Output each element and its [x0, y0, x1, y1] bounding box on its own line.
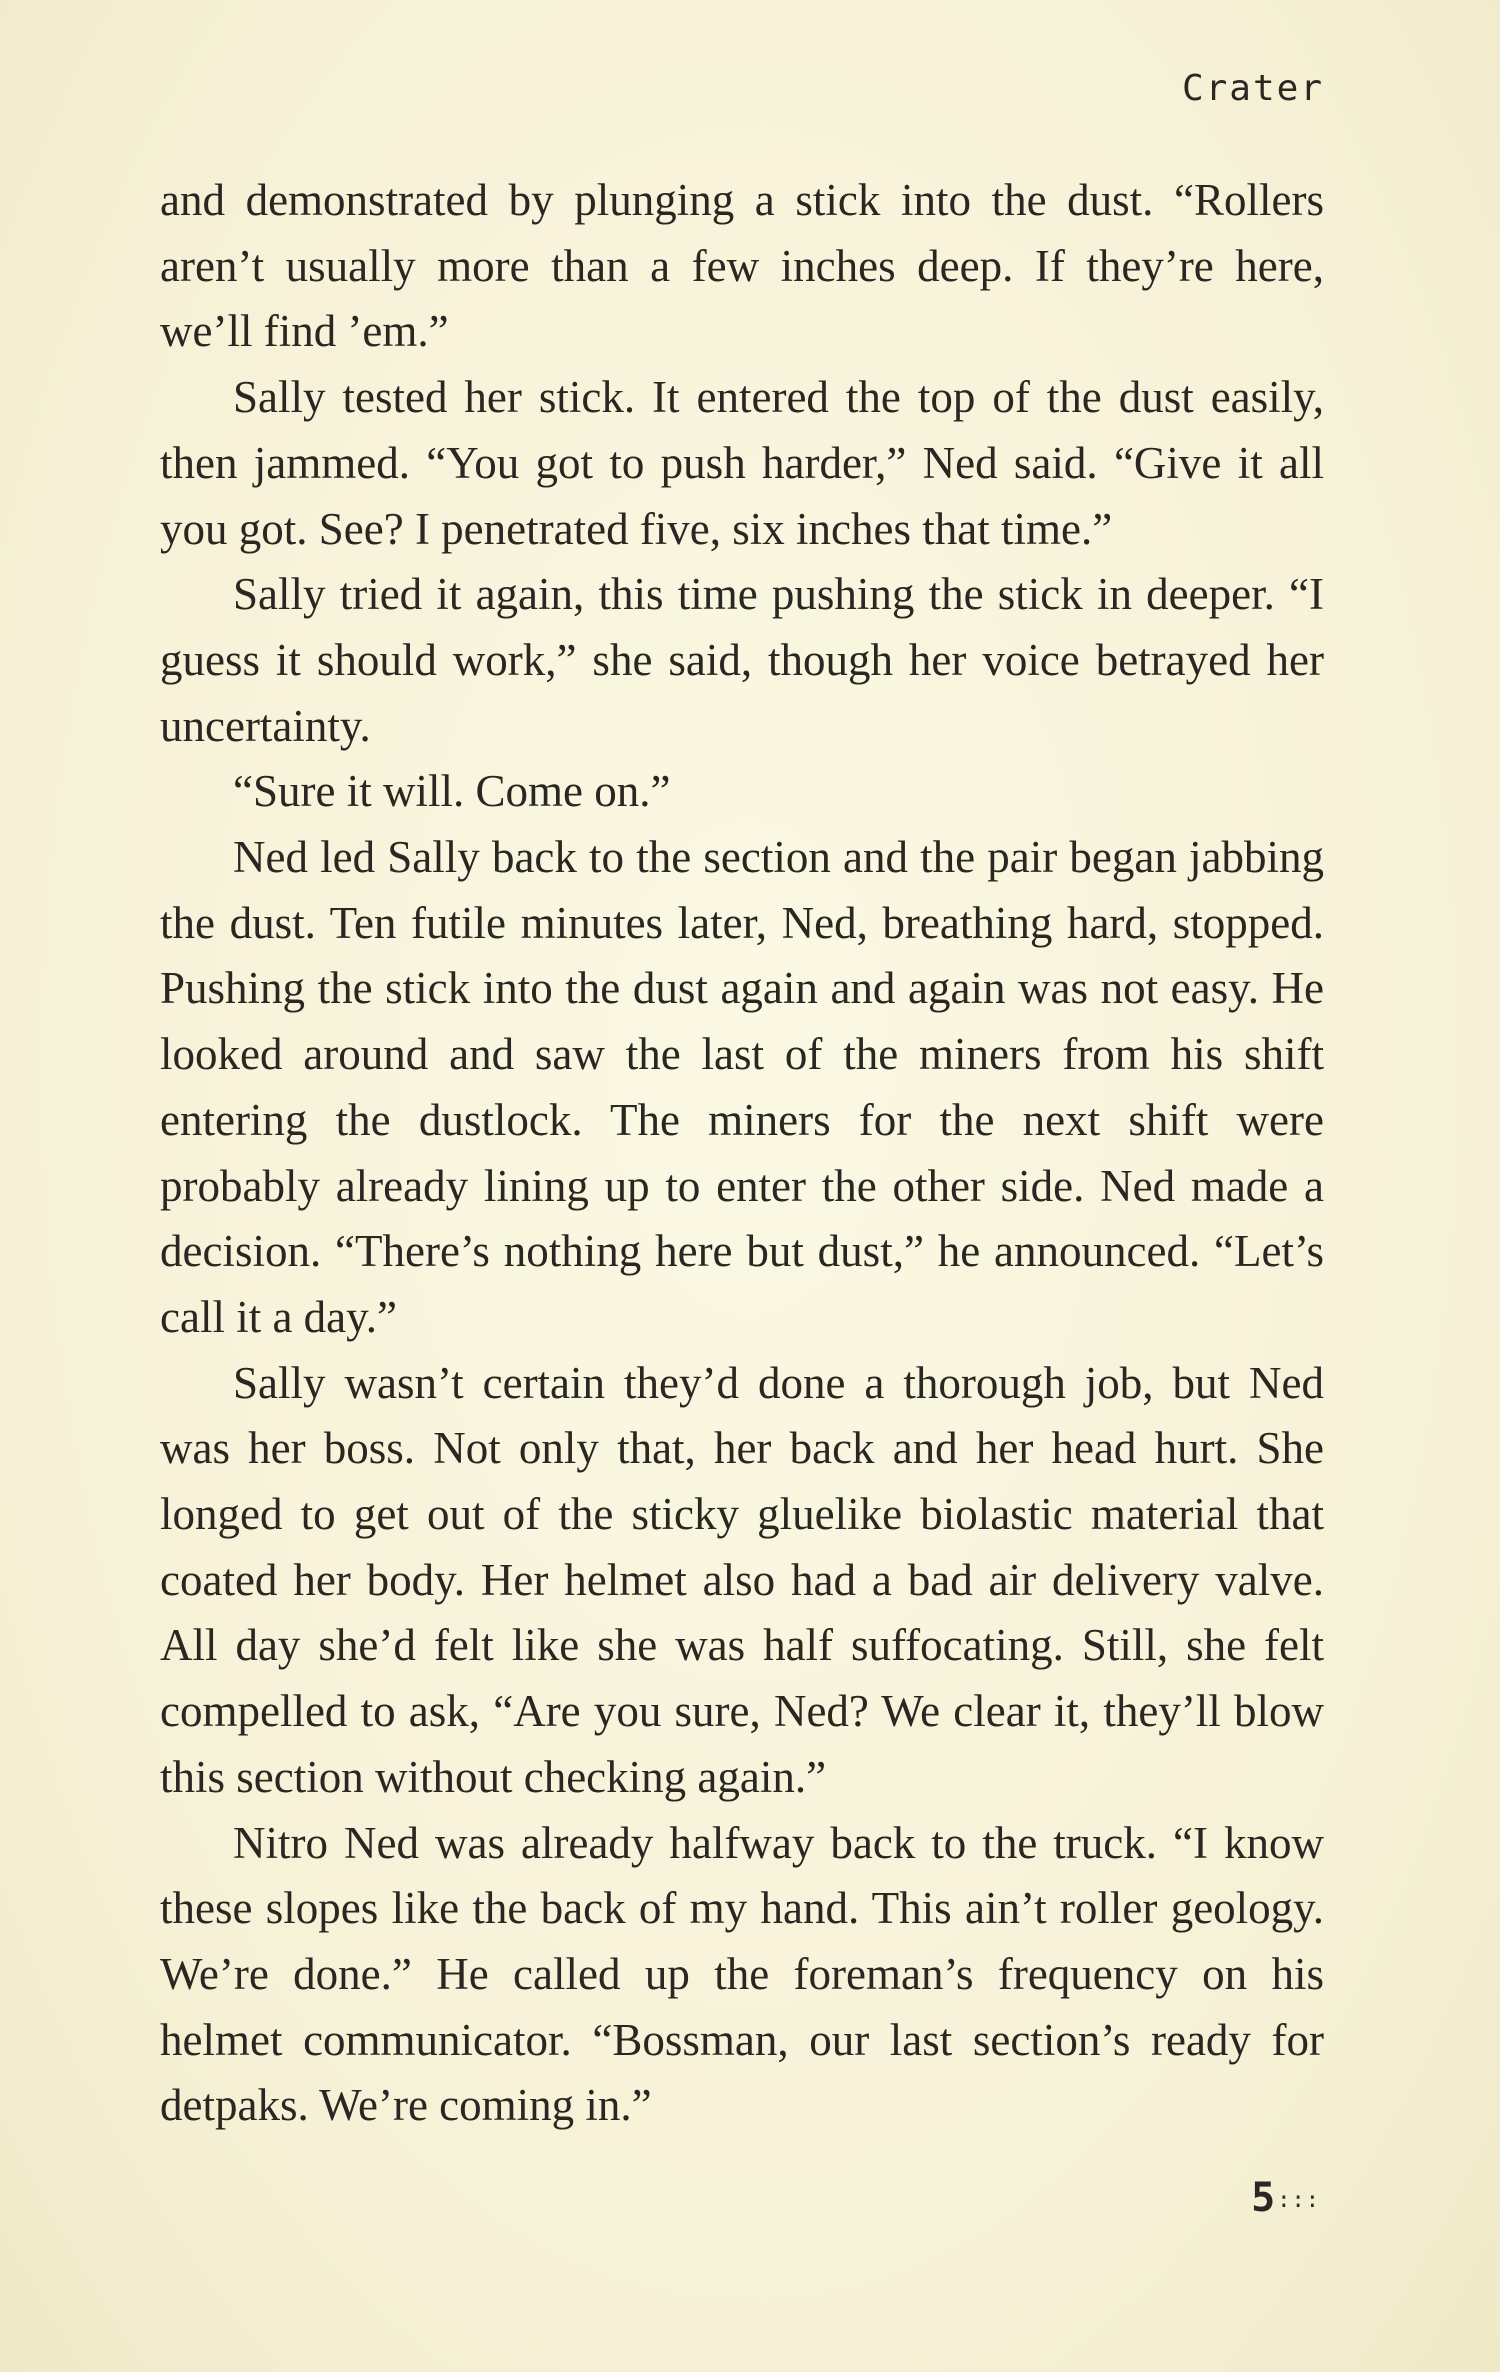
- paragraph-3: Sally tried it again, this time pushing the stick in deeper. “I guess it should work,” she said, though her voice betrayed her uncertainty.: [160, 569, 1324, 751]
- paragraph-1: and demonstrated by plunging a stick into the dust. “Rollers aren’t usually more than a few inches deep. If they’re here, we’ll find ’em.”: [160, 175, 1324, 357]
- folio-ornament: :::: [1277, 2188, 1320, 2213]
- body-text: [160, 168, 1324, 2139]
- paragraph-7: Nitro Ned was already halfway back to the truck. “I know these slopes like the back of my hand. This ain’t roller geology. We’re done.” He called up the foreman’s frequency on his helmet communicator. “Bossman, our last section’s ready for detpaks. We’re coming in.”: [160, 1817, 1324, 2131]
- paragraph-6: Sally wasn’t certain they’d done a thorough job, but Ned was her boss. Not only that, her back and her head hurt. She longed to get out of the sticky gluelike biolastic material that coated her body. Her helmet also had a bad air delivery valve. All day she’d felt like she was half suffocating. Still, she felt compelled to ask, “Are you sure, Ned? We clear it, they’ll blow this section without checking again.”: [160, 1357, 1324, 1802]
- page-number: [1251, 2175, 1320, 2221]
- page-number-value: 5: [1251, 2175, 1276, 2221]
- paragraph-2: Sally tested her stick. It entered the top of the dust easily, then jammed. “You got to push harder,” Ned said. “Give it all you got. See? I penetrated five, six inches that time.”: [160, 372, 1324, 554]
- paragraph-5: Ned led Sally back to the section and the pair began jabbing the dust. Ten futile minutes later, Ned, breathing hard, stopped. Pushing the stick into the dust again and again was not easy. He looked around and saw the last of the miners from his shift entering the dustlock. The miners for the next shift were probably already lining up to enter the other side. Ned made a decision. “There’s nothing here but dust,” he announced. “Let’s call it a day.”: [160, 832, 1324, 1342]
- paragraph-4: “Sure it will. Come on.”: [233, 766, 671, 817]
- running-head: Crater: [1181, 68, 1324, 109]
